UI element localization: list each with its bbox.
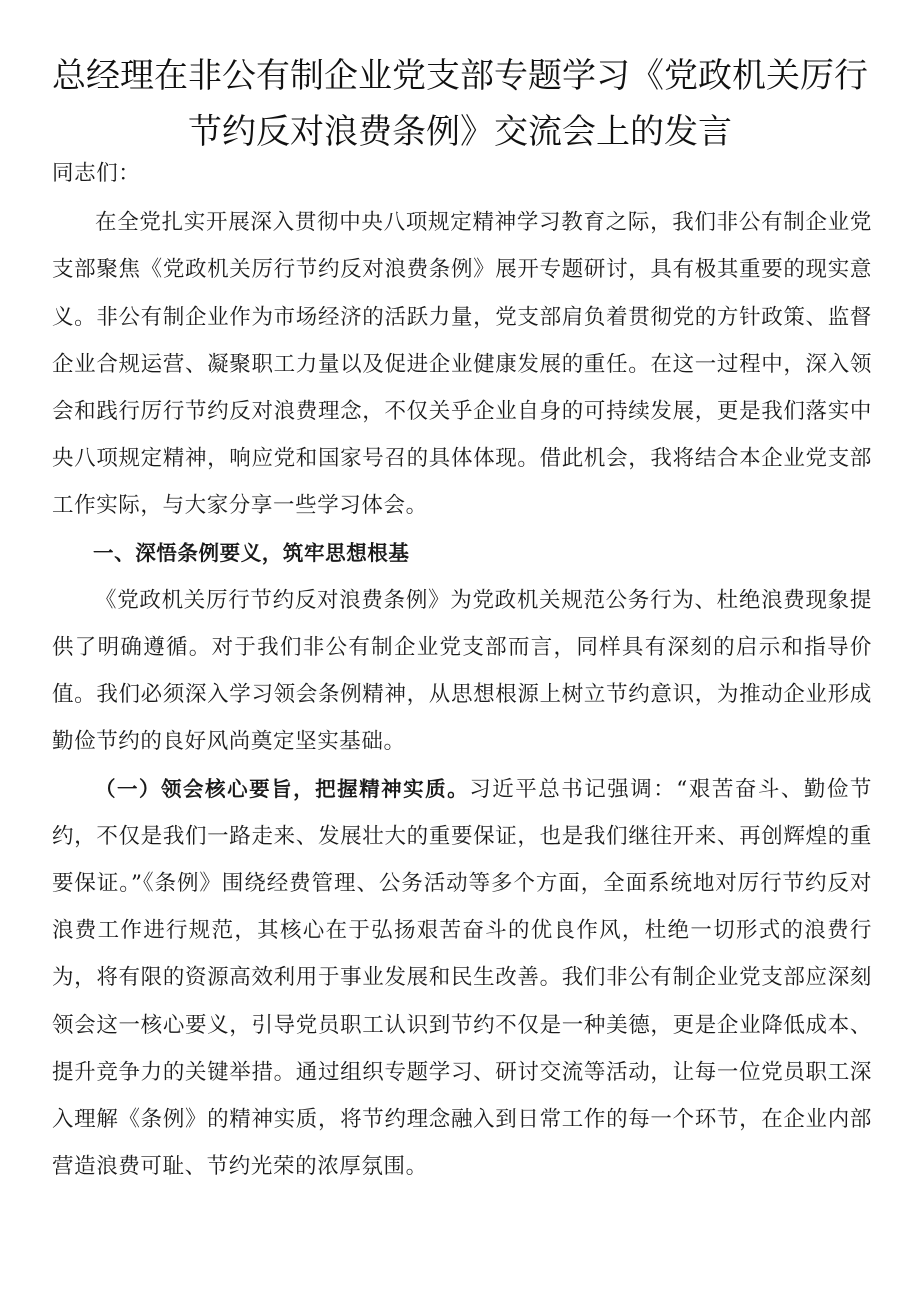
title-line-1: 总经理在非公有制企业党支部专题学习《党政机关厉行	[52, 56, 868, 96]
section-1-paragraph: 《党政机关厉行节约反对浪费条例》为党政机关规范公务行为、杜绝浪费现象提供了明确遵循。对于我们非公有制企业党支部而言，同样具有深刻的启示和指导价值。我们必须深入学习领会条例精神，从思想根源上树立节约意识，为推动企业形成勤俭节约的良好风尚奠定坚实基础。	[52, 587, 872, 755]
document-body	[52, 150, 872, 1190]
salutation: 同志们：	[52, 161, 141, 186]
intro-paragraph: 在全党扎实开展深入贯彻中央八项规定精神学习教育之际，我们非公有制企业党支部聚焦《党政机关厉行节约反对浪费条例》展开专题研讨，具有极其重要的现实意义。非公有制企业作为市场经济的活跃力量，党支部肩负着贯彻党的方针政策、监督企业合规运营、凝聚职工力量以及促进企业健康发展的重任。在这一过程中，深入领会和践行厉行节约反对浪费理念，不仅关乎企业自身的可持续发展，更是我们落实中央八项规定精神，响应党和国家号召的具体体现。借此机会，我将结合本企业党支部工作实际，与大家分享一些学习体会。	[52, 210, 872, 519]
subsection-1-heading: （一）领会核心要旨，把握精神实质。	[95, 776, 470, 801]
section-1-heading: 一、深悟条例要义，筑牢思想根基	[93, 540, 410, 565]
title-line-2: 节约反对浪费条例》交流会上的发言	[188, 112, 732, 152]
document-title	[40, 48, 880, 160]
subsection-1-paragraph	[52, 766, 872, 1191]
subsection-1-text: 习近平总书记强调：“艰苦奋斗、勤俭节约，不仅是我们一路走来、发展壮大的重要保证，也是我们继往开来、再创辉煌的重要保证。”《条例》围绕经费管理、公务活动等多个方面，全面系统地对厉行节约反对浪费工作进行规范，其核心在于弘扬艰苦奋斗的优良作风，杜绝一切形式的浪费行为，将有限的资源高效利用于事业发展和民生改善。我们非公有制企业党支部应深刻领会这一核心要义，引导党员职工认识到节约不仅是一种美德，更是企业降低成本、提升竞争力的关键举措。通过组织专题学习、研讨交流等活动，让每一位党员职工深入理解《条例》的精神实质，将节约理念融入到日常工作的每一个环节，在企业内部营造浪费可耻、节约光荣的浓厚氛围。	[52, 776, 872, 1180]
